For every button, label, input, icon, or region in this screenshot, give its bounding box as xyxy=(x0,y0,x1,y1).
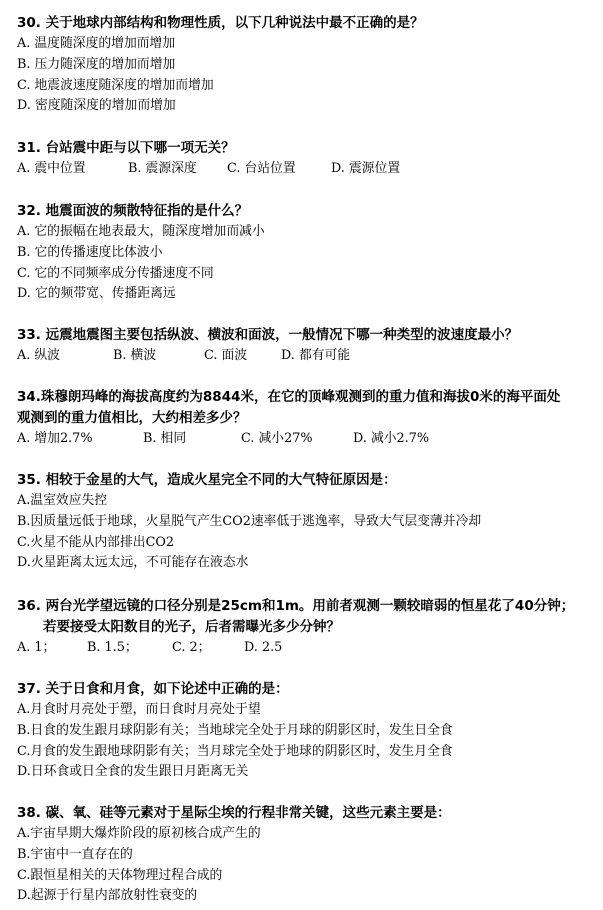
option-d: D. 密度随深度的增加而增加 xyxy=(17,98,176,114)
option-c: C. 它的不同频率成分传播速度不同 xyxy=(17,265,214,281)
option-d: D. 2.5 xyxy=(244,640,283,655)
option-c: C. 地震波速度随深度的增加而增加 xyxy=(17,77,214,93)
option-a: A. 它的振幅在地表最大，随深度增加而减小 xyxy=(17,224,265,239)
option-d: D.日环食或日全食的发生跟日月距离无关 xyxy=(17,764,249,780)
option-b: B. 1.5； xyxy=(87,640,138,655)
option-a: A.温室效应失控 xyxy=(17,493,108,508)
question-title-line1: 36. 两台光学望远镜的口径分别是25cm和1m。用前者观测一颗较暗弱的恒星花了40分钟； xyxy=(17,598,575,614)
question-title: 37. 关于日食和月食，如下论述中正确的是： xyxy=(17,681,289,697)
question-title-line2: 观测到的重力值相比，大约相差多少？ xyxy=(17,410,247,426)
question-34 xyxy=(17,387,597,450)
option-d: D.火星距离太远太远，不可能存在液态水 xyxy=(17,555,249,571)
option-c: C. 减小27% xyxy=(241,431,313,446)
question-32 xyxy=(17,201,597,305)
question-37 xyxy=(17,679,597,783)
question-33 xyxy=(17,325,597,367)
option-b: B. 压力随深度的增加而增加 xyxy=(17,56,176,72)
option-d: D. 震源位置 xyxy=(331,161,401,176)
question-title: 31. 台站震中距与以下哪一项无关？ xyxy=(17,140,235,156)
question-title: 33. 远震地震图主要包括纵波、横波和面波，一般情况下哪一种类型的波速度最小？ xyxy=(17,327,519,343)
option-b: B.日食的发生跟月球阴影有关；当地球完全处于月球的阴影区时，发生日全食 xyxy=(17,722,453,738)
option-b: B.因质量远低于地球，火星脱气产生CO2速率低于逃逸率，导致大气层变薄并冷却 xyxy=(17,513,482,529)
options-row xyxy=(17,638,597,659)
option-c: C. 面波 xyxy=(204,348,248,363)
question-30 xyxy=(17,13,597,117)
question-title: 35. 相较于金星的大气，造成火星完全不同的大气特征原因是： xyxy=(17,472,397,488)
option-b: B. 相同 xyxy=(143,431,187,446)
options-row xyxy=(17,346,597,367)
question-title xyxy=(17,596,597,638)
option-b: B. 震源深度 xyxy=(128,161,197,176)
options-row xyxy=(17,429,597,450)
option-a: A.月食时月亮处于塑，而日食时月亮处于望 xyxy=(17,702,261,717)
question-title-line1: 34.珠穆朗玛峰的海拔高度约为8844米，在它的顶峰观测到的重力值和海拔0米的海平面处 xyxy=(17,389,561,405)
question-title: 32. 地震面波的频散特征指的是什么？ xyxy=(17,203,249,219)
option-a: A.宇宙早期大爆炸阶段的原初核合成产生的 xyxy=(17,826,261,841)
option-a: A. 震中位置 xyxy=(17,161,86,176)
question-title: 30. 关于地球内部结构和物理性质，以下几种说法中最不正确的是？ xyxy=(17,15,424,31)
options-row xyxy=(17,159,597,180)
option-c: C. 台站位置 xyxy=(227,161,296,176)
question-31 xyxy=(17,138,597,180)
question-36 xyxy=(17,596,597,659)
question-title-line2: 若要接受太阳数目的光子，后者需曝光多少分钟？ xyxy=(43,619,340,635)
option-a: A. 增加2.7% xyxy=(17,431,93,446)
question-35 xyxy=(17,470,597,574)
option-c: C.跟恒星相关的天体物理过程合成的 xyxy=(17,867,223,883)
option-a: A. 温度随深度的增加而增加 xyxy=(17,36,176,51)
option-c: C.月食的发生跟地球阴影有关；当月球完全处于地球的阴影区时，发生月全食 xyxy=(17,743,453,759)
question-title: 38. 碳、氧、硅等元素对于星际尘埃的行程非常关键，这些元素主要是： xyxy=(17,805,451,821)
option-b: B. 它的传播速度比体波小 xyxy=(17,244,163,260)
option-d: D.起源于行星内部放射性衰变的 xyxy=(17,888,198,904)
option-b: B.宇宙中一直存在的 xyxy=(17,846,133,862)
option-a: A. 纵波 xyxy=(17,348,60,363)
option-d: D. 它的频带宽、传播距离远 xyxy=(17,286,176,302)
question-title xyxy=(17,387,597,429)
option-c: C. 2； xyxy=(172,640,211,655)
option-d: D. 减小2.7% xyxy=(353,431,430,446)
option-c: C.火星不能从内部排出CO2 xyxy=(17,534,174,550)
option-b: B. 横波 xyxy=(113,348,157,363)
option-d: D. 都有可能 xyxy=(281,348,351,363)
option-a: A. 1； xyxy=(17,640,56,655)
question-38 xyxy=(17,803,597,907)
